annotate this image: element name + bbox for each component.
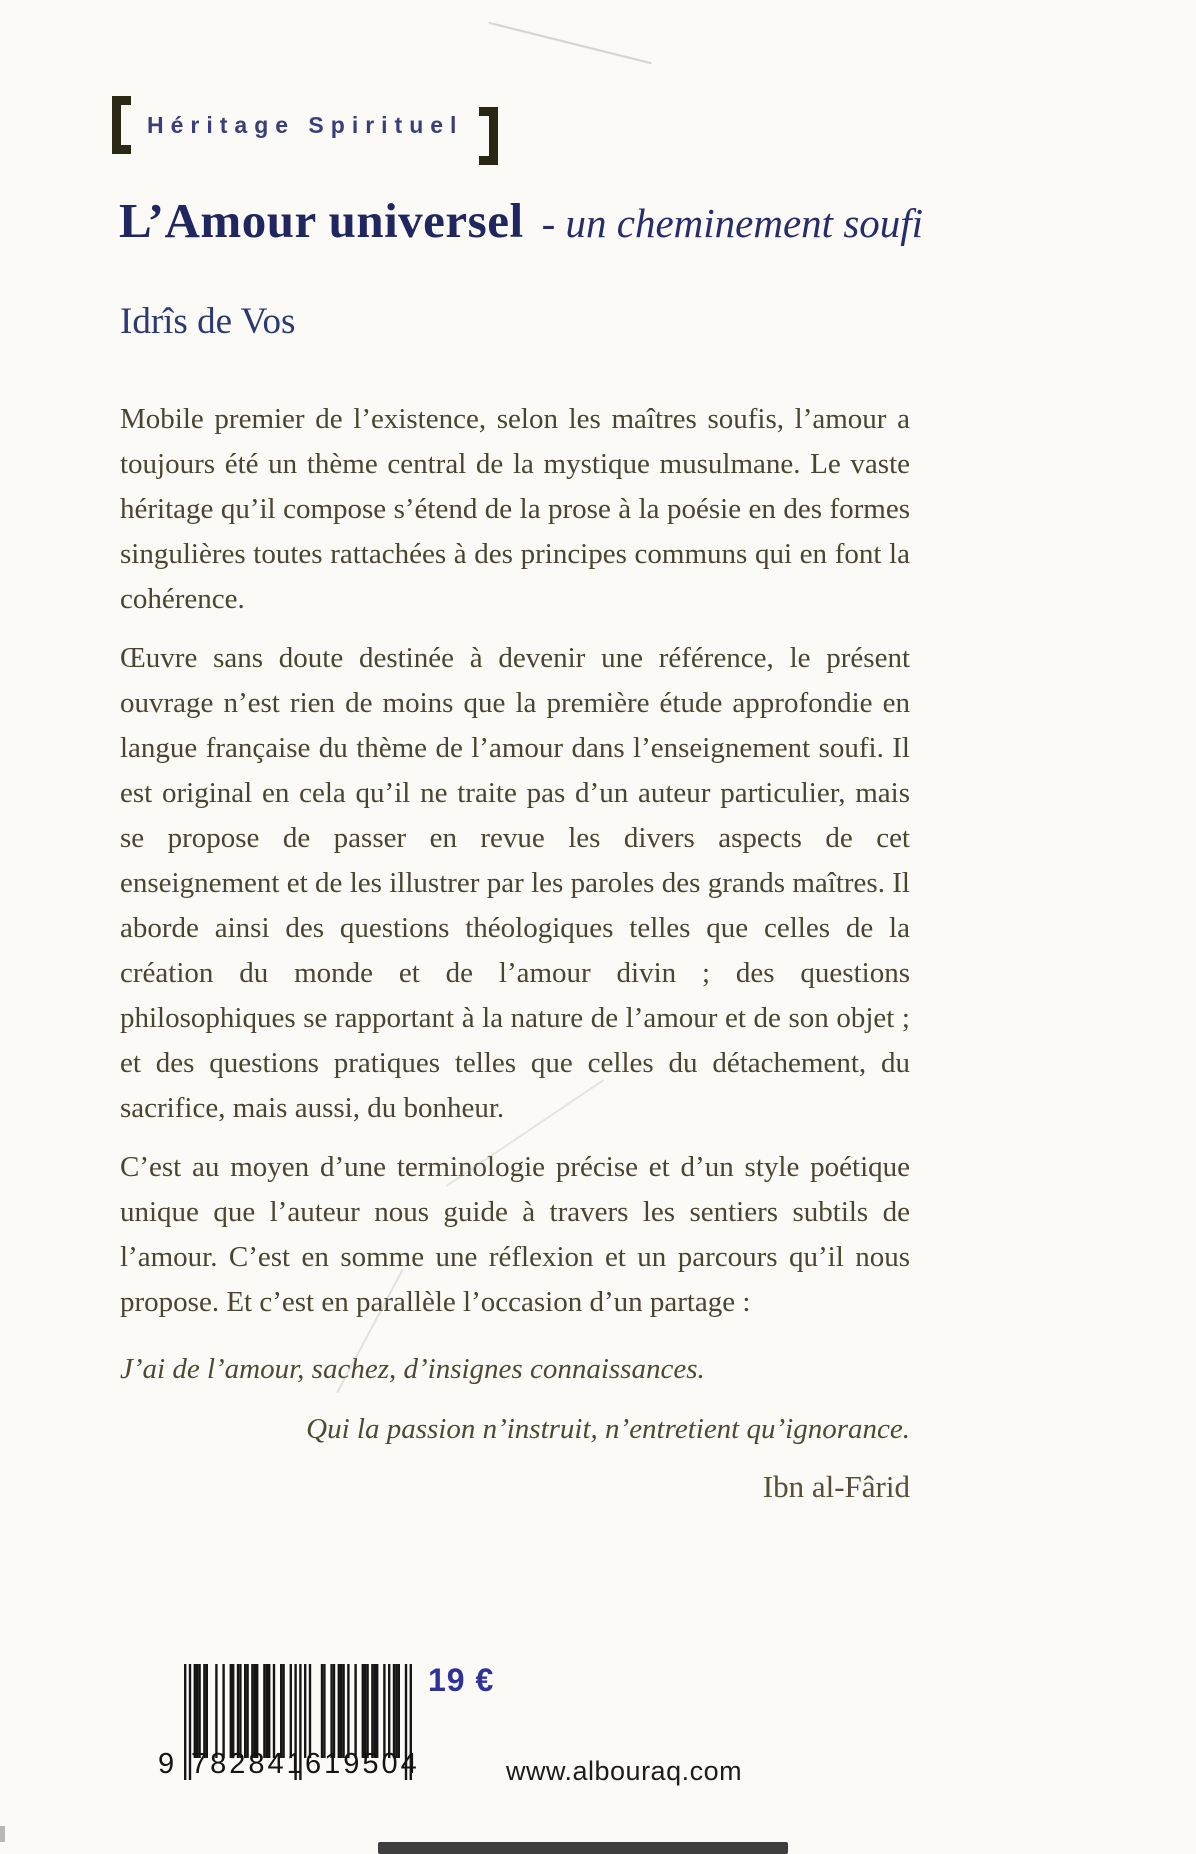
right-bracket-icon xyxy=(479,107,498,165)
isbn-group-1: 782841 xyxy=(191,1748,306,1780)
isbn-digits xyxy=(158,1748,420,1784)
synopsis-paragraph: Mobile premier de l’existence, selon les maîtres soufis, l’amour a toujours été un thème central de la mystique musulmane. Le vaste héritage qu’il compose s’étend de la prose à la poésie en des formes singulières toutes rattachées à des principes communs qui en font la cohérence. xyxy=(120,403,910,615)
isbn-first-digit: 9 xyxy=(158,1748,175,1780)
barcode xyxy=(158,1664,420,1792)
book-subtitle: - un cheminement soufi xyxy=(541,200,924,246)
collection-name: Héritage Spirituel xyxy=(147,111,464,138)
isbn-group-2: 619504 xyxy=(305,1748,420,1780)
author-name: Idrîs de Vos xyxy=(120,301,296,342)
synopsis-paragraph: Œuvre sans doute destinée à devenir une référence, le présent ouvrage n’est rien de moins que la première étude approfondie en langue française du thème de l’amour dans l’enseignement soufi. Il est original en cela qu’il ne traite pas d’un auteur particulier, mais se propose de passer en revue les divers aspects de cet enseignement et de les illustrer par les paroles des grands maîtres. Il aborde ainsi des questions théologiques telles que celles de la création du monde et de l’amour divin ; des questions philosophiques se rapportant à la nature de l’amour et de son objet ; et des questions pratiques telles que celles du détachement, du sacrifice, mais aussi, du bonheur. xyxy=(120,642,910,1124)
verse-line-2: Qui la passion n’instruit, n’entretient qu’ignorance. xyxy=(306,1413,910,1445)
collection-logo xyxy=(112,96,498,154)
scan-edge-mark xyxy=(0,1826,5,1842)
title-line xyxy=(119,192,923,249)
verse-line-1: J’ai de l’amour, sachez, d’insignes connaissances. xyxy=(120,1353,705,1385)
back-cover-text xyxy=(120,300,910,1505)
quote-attribution: Ibn al-Fârid xyxy=(762,1469,910,1504)
synopsis-paragraph: C’est au moyen d’une terminologie précise et d’un style poétique unique que l’auteur nous guide à travers les sentiers subtils de l’amour. C’est en somme une réflexion et un parcours qu’il nous propose. Et c’est en parallèle l’occasion d’un partage : xyxy=(120,1151,910,1318)
price-label: 19 € xyxy=(428,1662,495,1698)
left-bracket-icon xyxy=(112,96,131,154)
scan-crease-line xyxy=(488,22,651,65)
scan-edge-mark xyxy=(378,1842,788,1854)
publisher-website: www.albouraq.com xyxy=(506,1756,743,1786)
book-title: L’Amour universel xyxy=(119,193,524,248)
